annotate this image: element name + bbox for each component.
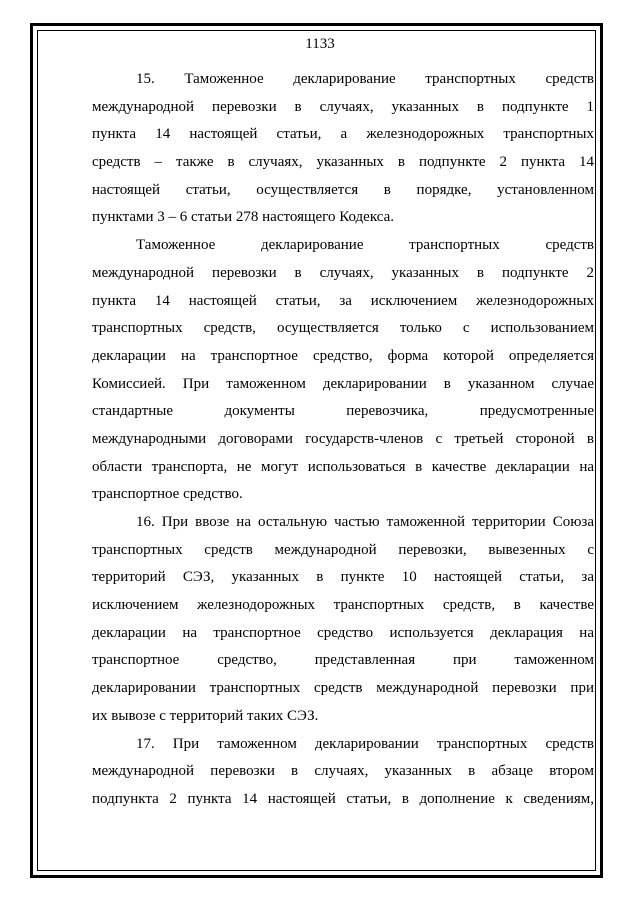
text-line: международной перевозки в случаях, указанных в подпункте 2	[92, 264, 594, 281]
text-line: пункта 14 настоящей статьи, а железнодорожных транспортных	[92, 126, 594, 143]
text-line: декларации на транспортное средство используется декларация на	[92, 624, 594, 641]
document-body	[92, 66, 594, 814]
text-line: Таможенное декларирование транспортных средств	[136, 237, 594, 254]
text-line: настоящей статьи, осуществляется в порядке, установленном	[92, 181, 594, 198]
text-line: международной перевозки в случаях, указанных в абзаце втором	[92, 763, 594, 780]
text-line: транспортное средство, представленная при таможенном	[92, 652, 594, 669]
text-line: стандартные документы перевозчика, предусмотренные	[92, 403, 594, 420]
text-line: 17. При таможенном декларировании транспортных средств	[136, 735, 594, 752]
text-line: транспортное средство.	[92, 486, 243, 503]
text-line: 15. Таможенное декларирование транспортных средств	[136, 71, 594, 87]
text-line: декларировании транспортных средств международной перевозки при	[92, 680, 594, 697]
text-line: исключением железнодорожных транспортных средств, в качестве	[92, 597, 594, 614]
text-line: области транспорта, не могут использоваться в качестве декларации на	[92, 458, 594, 475]
text-line: международной перевозки в случаях, указанных в подпункте 1	[92, 98, 594, 115]
text-line: пунктами 3 – 6 статьи 278 настоящего Кодекса.	[92, 209, 394, 226]
text-line: Комиссией. При таможенном декларировании в указанном случае	[92, 375, 594, 392]
text-line: их вывозе с территорий таких СЭЗ.	[92, 707, 319, 724]
text-line: декларации на транспортное средство, форма которой определяется	[92, 347, 594, 364]
text-line: территорий СЭЗ, указанных в пункте 10 настоящей статьи, за	[92, 569, 594, 586]
text-line: 16. При ввозе на остальную частью таможенной территории Союза	[136, 514, 594, 530]
text-line: транспортных средств, осуществляется только с использованием	[92, 320, 594, 337]
text-line: международными договорами государств-членов с третьей стороной в	[92, 430, 594, 447]
text-line: транспортных средств международной перевозки, вывезенных с	[92, 541, 594, 558]
text-line: средств – также в случаях, указанных в подпункте 2 пункта 14	[92, 154, 594, 171]
page-number: 1133	[305, 36, 335, 52]
text-line: пункта 14 настоящей статьи, за исключением железнодорожных	[92, 292, 594, 309]
text-line: подпункта 2 пункта 14 настоящей статьи, в дополнение к сведениям,	[92, 790, 594, 807]
